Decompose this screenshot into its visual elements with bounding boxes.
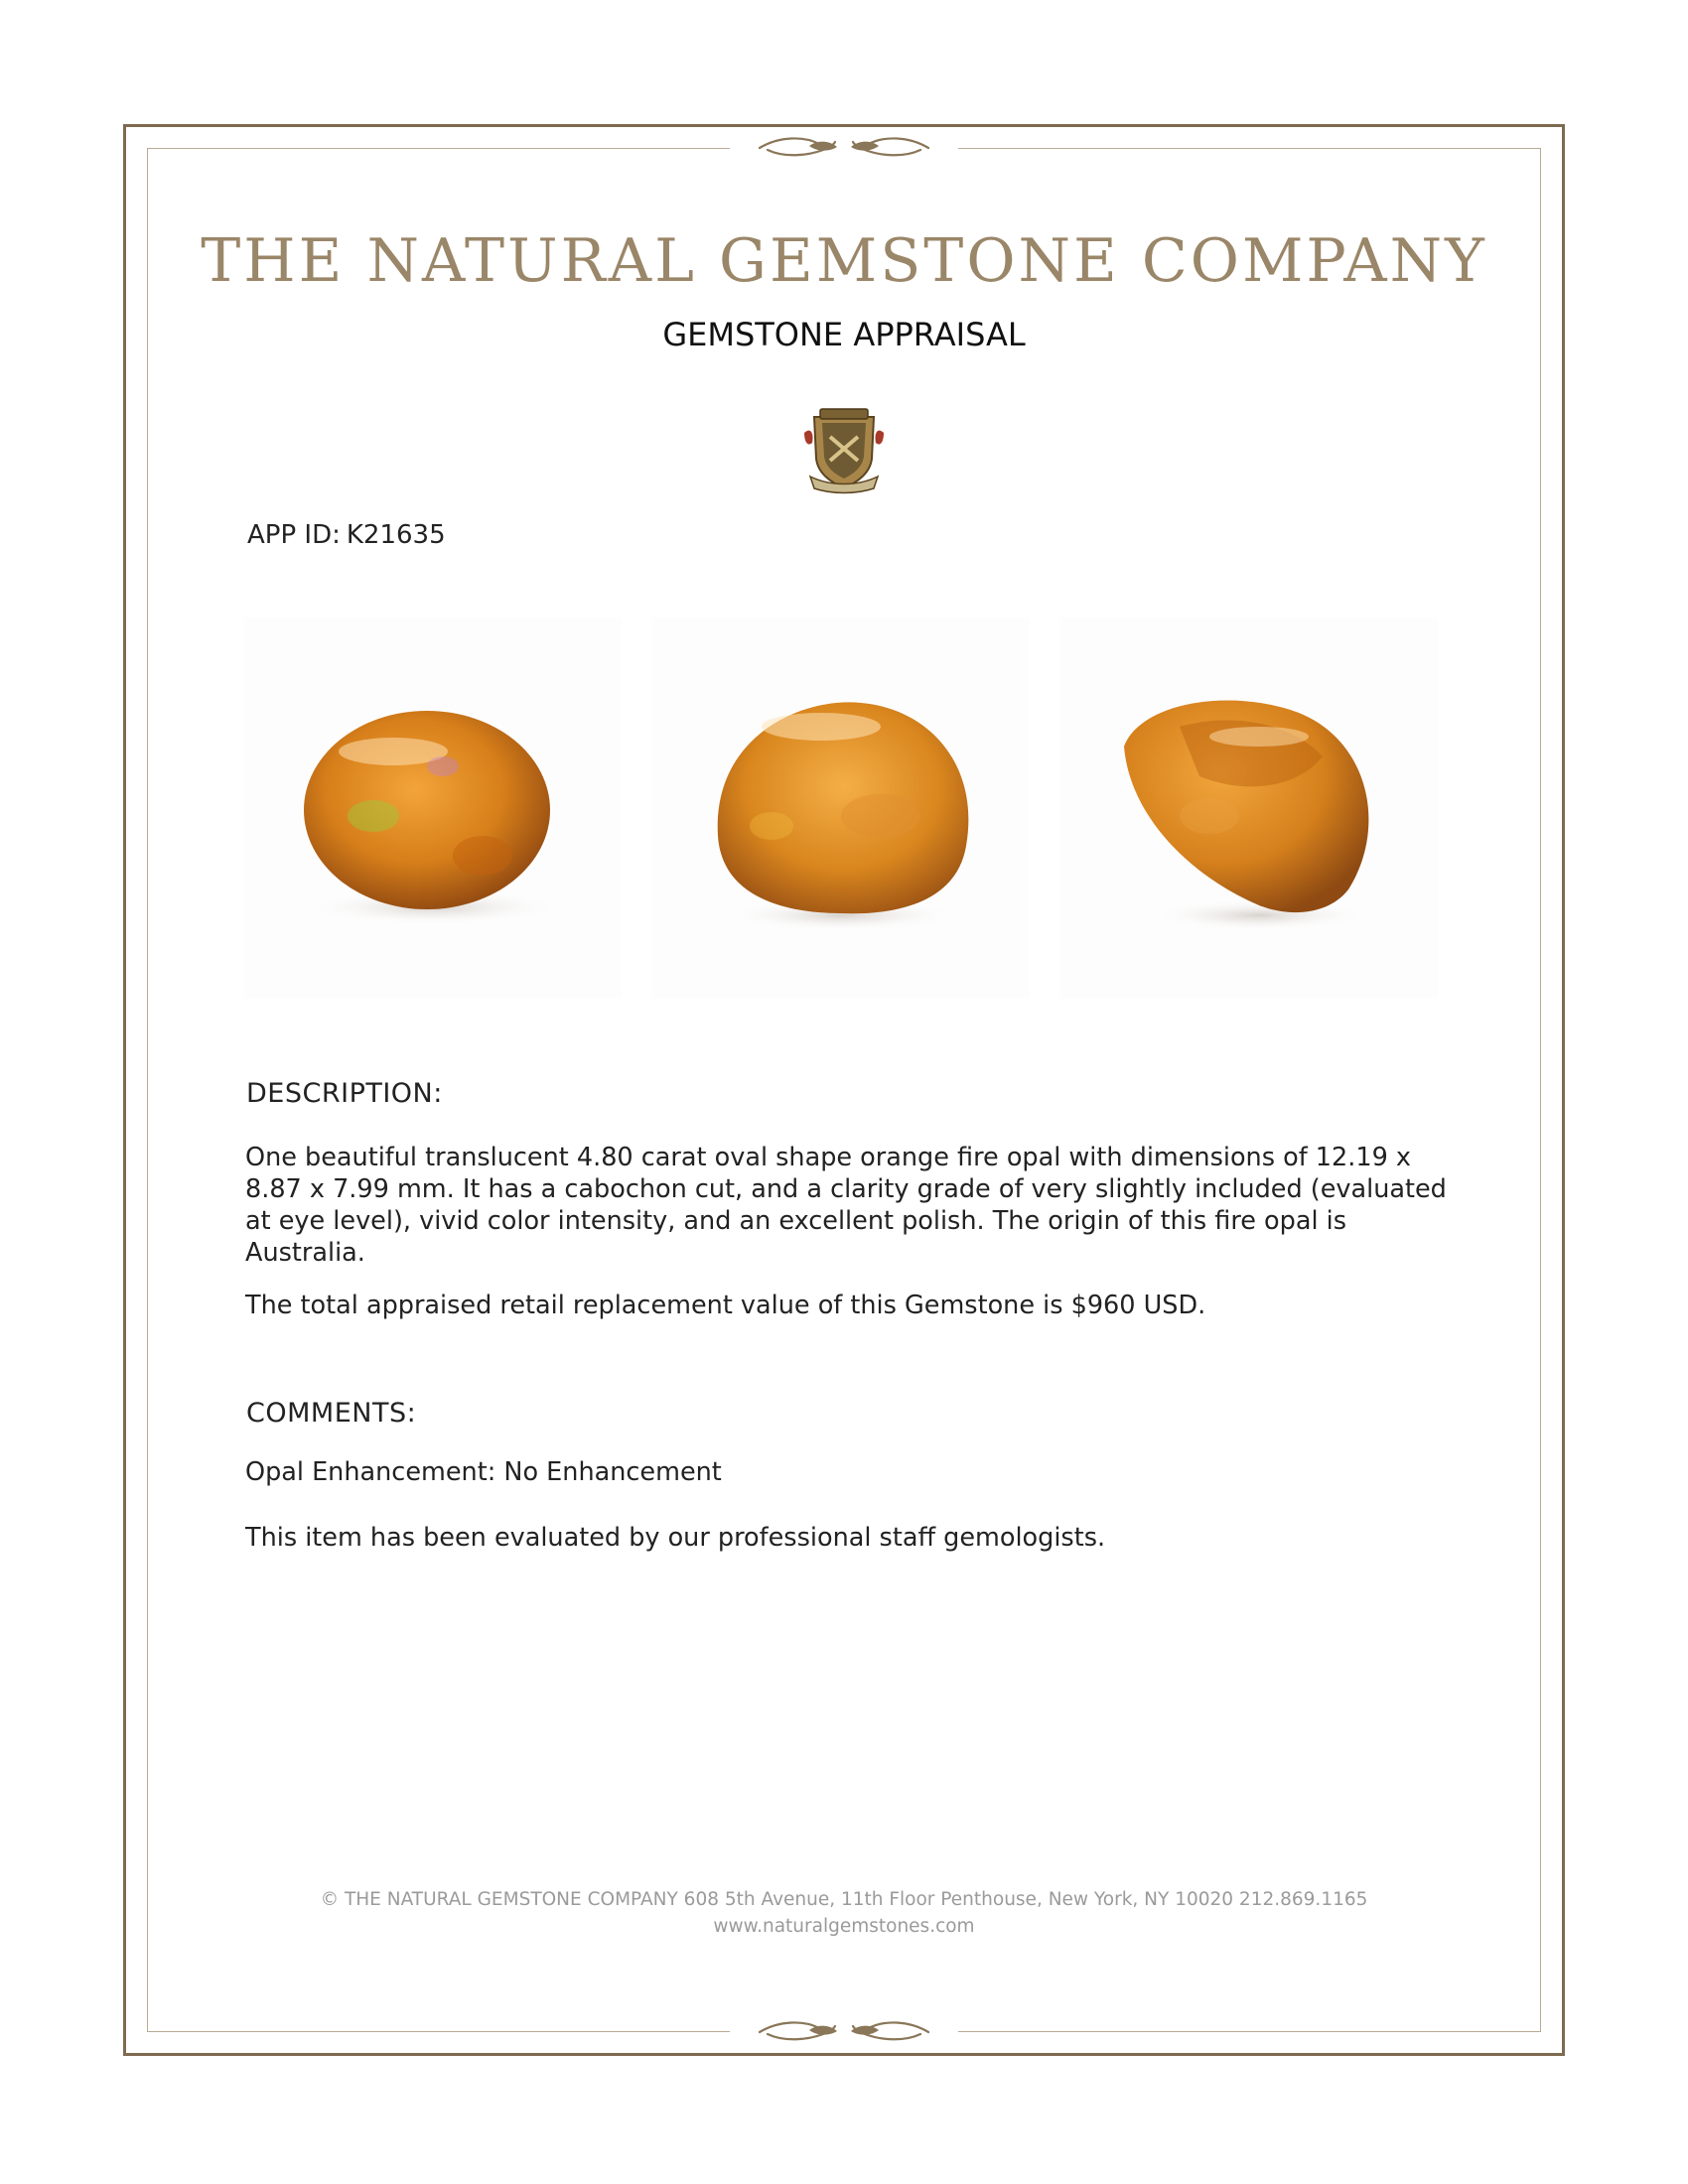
top-scroll-ornament-icon [730,128,958,168]
evaluation-comment: This item has been evaluated by our professional staff gemologists. [245,1523,1106,1553]
enhancement-comment: Opal Enhancement: No Enhancement [245,1457,722,1487]
app-id-label: APP ID: [247,520,341,550]
appraised-value: The total appraised retail replacement value of this Gemstone is $960 USD. [245,1291,1206,1320]
description-heading: DESCRIPTION: [246,1078,443,1109]
footer-website[interactable]: www.naturalgemstones.com [713,1916,975,1937]
opal-photo-angle [652,617,1030,999]
document-subtitle: GEMSTONE APPRAISAL [662,316,1026,353]
app-id-value: K21635 [346,520,446,550]
app-id [247,520,446,550]
opal-photo-side [1060,617,1438,999]
company-crest-icon [800,403,888,494]
opal-photo-front [244,617,622,999]
description-text: One beautiful translucent 4.80 carat oval shape orange fire opal with dimensions of 12.19 x 8.87 x 7.99 mm. It has a cabochon cut, and a clarity grade of very slightly included (evaluated at eye level), vivid color intensity, and an excellent polish. The origin of this fire opal is Australia. [245,1143,1447,1268]
bottom-scroll-ornament-icon [730,2012,958,2052]
company-title: THE NATURAL GEMSTONE COMPANY [201,226,1487,296]
footer-address: © THE NATURAL GEMSTONE COMPANY 608 5th Avenue, 11th Floor Penthouse, New York, NY 10020 212.869.1165 [320,1889,1368,1910]
comments-heading: COMMENTS: [246,1398,417,1429]
